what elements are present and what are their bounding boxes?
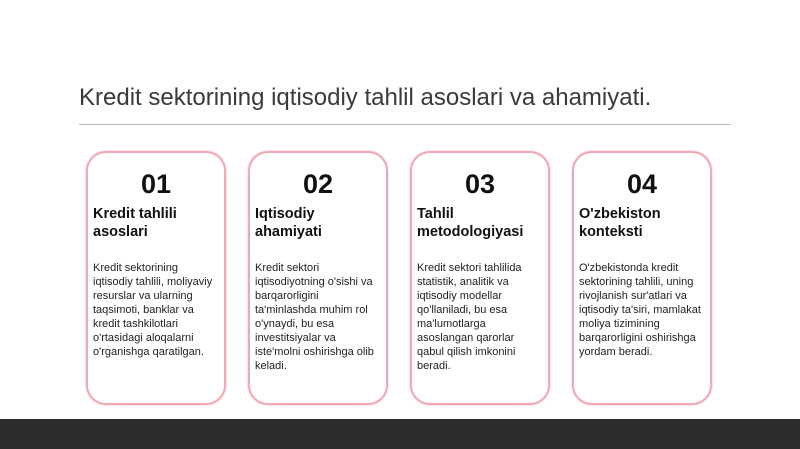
card-text: Kredit sektorining iqtisodiy tahlili, moliyaviy resurslar va ularning taqsimoti, banklar va kredit tashkilotlari o'rtasidagi aloqalarni o'rganishga qaratilgan. <box>93 262 213 358</box>
footer-bar <box>0 419 800 449</box>
card-2 <box>248 151 388 405</box>
card-1 <box>86 151 226 405</box>
card-title: O'zbekiston konteksti <box>579 206 661 240</box>
card-4 <box>572 151 712 405</box>
card-title: Tahlil metodologiyasi <box>417 206 524 240</box>
slide-title: Kredit sektorining iqtisodiy tahlil asoslari va ahamiyati. <box>79 84 652 111</box>
card-text: O'zbekistonda kredit sektorining tahlili, uning rivojlanish sur'atlari va iqtisodiy ta'siri, mamlakat moliya tizimining barqarorligini oshirishga yordam beradi. <box>579 262 701 358</box>
card-number: 03 <box>464 169 496 199</box>
card-title: Iqtisodiy ahamiyati <box>255 206 322 240</box>
card-title: Kredit tahlili asoslari <box>93 206 177 240</box>
card-number: 04 <box>626 169 658 199</box>
card-text: Kredit sektori iqtisodiyotning o'sishi va barqarorligini ta'minlashda muhim rol o'ynaydi, bu esa investitsiyalar va iste'molni oshirishga olib keladi. <box>255 262 374 372</box>
card-text: Kredit sektori tahlilida statistik, analitik va iqtisodiy modellar qo'llaniladi, bu esa ma'lumotlarga asoslangan qarorlar qabul qilish imkonini beradi. <box>417 262 522 372</box>
title-divider <box>79 124 731 125</box>
card-number: 01 <box>140 169 172 199</box>
card-number: 02 <box>302 169 334 199</box>
card-3 <box>410 151 550 405</box>
